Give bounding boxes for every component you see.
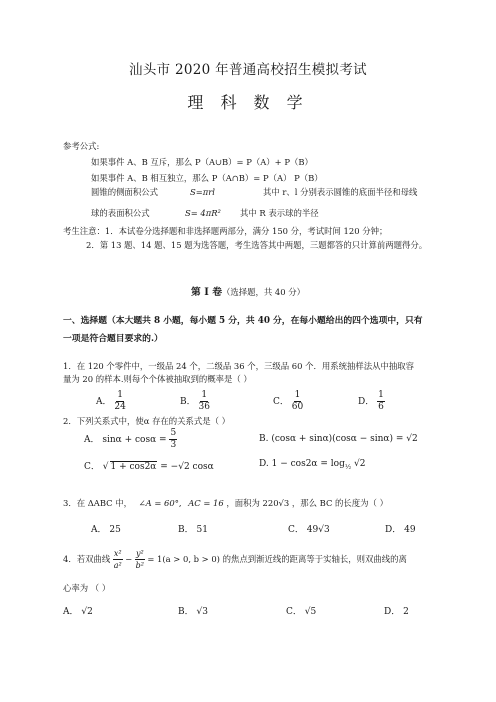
fraction-denominator: 36	[198, 402, 210, 412]
part-one-line-1: 一、选择题（本大题共 8 小题，每小题 5 分，共 40 分，在每小题给出的四个选项中，只有	[63, 316, 423, 326]
section-subtitle: （选择题，共 40 分）	[222, 287, 305, 297]
q3-side: AC = 16	[188, 498, 224, 508]
formula-cone-note: 其中 r、l 分别表示圆锥的底面半径和母线	[263, 187, 418, 197]
formula-cone: S=πrl	[190, 187, 215, 197]
fraction-numerator: x²	[113, 549, 122, 558]
fraction-denominator: a²	[113, 561, 122, 570]
q3-option-d-value: 49	[404, 525, 416, 535]
q4-option-d-label: D．	[384, 607, 401, 617]
q4-stem-b: = 1(a > 0, b > 0) 的焦点到渐近线的距离等于实轴长，则双曲线的离	[147, 554, 407, 564]
q4-option-b	[178, 604, 208, 617]
q3-option-a	[91, 522, 121, 535]
q3-stem-c: ，那么 BC 的长度为（ ）	[291, 498, 388, 508]
q1-line-2: 量为 20 的样本.则每个个体被抽取到的概率是（ ）	[63, 374, 252, 384]
q3-option-c-label: C．	[288, 525, 304, 535]
q2-option-a-fraction	[169, 428, 177, 451]
q2-option-c: C． √ 1 + cos2α = −√2 cosα	[84, 462, 214, 472]
formula-cone-label: 圆锥的侧面积公式	[91, 187, 158, 197]
q3-stem-a: 3．在 ΔABC 中，	[63, 498, 132, 508]
section-title: 第 I 卷	[191, 287, 222, 298]
exam-subtitle: 理 科 数 学	[187, 93, 309, 112]
q1-option-c-fraction	[292, 390, 303, 413]
q2-option-d-expr: 1 − cos2α = log	[271, 459, 345, 469]
fraction-numerator: 1	[117, 390, 123, 400]
q4-option-d-value: 2	[403, 607, 409, 617]
q2-option-a-expr: sinα + cosα =	[102, 435, 167, 445]
q4-option-a	[63, 604, 93, 617]
q4-stem: 4．若双曲线 $\frac{\text{x²}}{\text{a²}}$ − $\frac{\text{y²}}{\text{b²}}$ = 1(a > 0, b > 0) 的焦点到渐近线的距离等于实轴长，则双曲线的离	[63, 549, 407, 570]
fraction-numerator: y²	[135, 549, 144, 558]
q1-line-1: 1．在 120 个零件中，一级品 24 个，二级品 36 个，三级品 60 个．用系统抽样法从中抽取容	[63, 361, 414, 371]
q2-option-d	[259, 459, 366, 471]
q2-option-d-base: ½	[344, 462, 352, 471]
q1-option-d-fraction	[377, 390, 385, 413]
section-heading	[0, 284, 496, 298]
q4-stem-a: 4．若双曲线	[63, 554, 111, 564]
q2-option-c-label: C．	[84, 462, 100, 472]
fraction-denominator: 60	[291, 402, 304, 412]
fraction-numerator: 1	[378, 390, 384, 400]
formula-sphere: S= 4πR²	[185, 208, 221, 218]
q3-stem: 3．在 ΔABC 中， ∠A = 60°, AC = 16 ，面积为 220√3 ，那么 BC 的长度为（ ）	[63, 498, 388, 508]
q3-option-b	[178, 522, 208, 535]
q3-option-b-value: 51	[196, 525, 208, 535]
q1-option-c	[273, 390, 303, 413]
q3-option-c	[288, 522, 330, 535]
q1-option-d-label: D．	[358, 397, 375, 407]
q1-option-a-fraction	[114, 390, 125, 413]
q3-option-d	[385, 522, 416, 535]
notice-2: 2．第 13 题、14 题、15 题为选答题，考生选答其中两题，三题都答的只计算前两题得分。	[86, 240, 428, 250]
q1-option-b-label: B．	[180, 397, 196, 407]
q1-option-b-fraction	[199, 390, 210, 413]
q4-option-d	[384, 604, 409, 617]
q3-option-c-value: 49√3	[306, 525, 330, 535]
q2-option-d-label: D.	[259, 459, 269, 469]
q4-option-a-label: A．	[63, 607, 79, 617]
q4-y-fraction	[135, 548, 145, 571]
formula-independent: 如果事件 A、B 相互独立，那么 P（A∩B）= P（A） P（B）	[91, 173, 323, 183]
q2-option-b	[259, 434, 418, 444]
q1-option-a-label: A．	[96, 397, 112, 407]
q4-option-b-label: B．	[178, 607, 194, 617]
q2-option-d-post: √2	[354, 459, 366, 469]
q1-option-d	[358, 390, 385, 413]
q3-angle: ∠A = 60°	[138, 498, 179, 508]
q3-option-a-value: 25	[109, 525, 121, 535]
q3-option-a-label: A．	[91, 525, 107, 535]
q2-option-a	[84, 428, 177, 451]
fraction-numerator: 5	[170, 428, 177, 438]
q4-option-a-value: √2	[81, 607, 93, 617]
q3-option-b-label: B．	[178, 525, 194, 535]
formula-sphere-note: 其中 R 表示球的半径	[240, 208, 319, 218]
fraction-denominator: 6	[378, 402, 384, 412]
q1-option-a	[96, 390, 126, 413]
q2-stem: 2．下列关系式中，使α 存在的关系式是（ ）	[63, 416, 231, 426]
formula-exclusive: 如果事件 A、B 互斥，那么 P（A∪B）= P（A）+ P（B）	[91, 157, 313, 167]
q3-area: 220√3	[262, 498, 290, 508]
q2-option-a-label: A．	[84, 435, 100, 445]
fraction-denominator: 3	[170, 440, 177, 450]
q4-line-2: 心率为 （ ）	[63, 583, 111, 593]
fraction-numerator: 1	[294, 390, 301, 400]
part-one-line-2: 一项是符合题目要求的.）	[63, 334, 163, 344]
fraction-denominator: b²	[135, 561, 144, 570]
q3-option-d-label: D．	[385, 525, 402, 535]
q2-option-b-label: B.	[259, 434, 269, 444]
q4-option-c-label: C．	[286, 607, 302, 617]
exam-title: 汕头市 2020 年普通高校招生模拟考试	[129, 62, 367, 78]
fraction-denominator: 24	[114, 402, 126, 412]
q4-option-b-value: √3	[196, 607, 208, 617]
q2-option-b-expr: (cosα + sinα)(cosα − sinα) = √2	[271, 434, 418, 444]
notice-1: 考生注意：1．本试卷分选择题和非选择题两部分，满分 150 分，考试时间 120 分钟；	[63, 226, 388, 236]
q1-option-c-label: C．	[273, 397, 289, 407]
q4-x-fraction	[113, 548, 123, 571]
q1-option-b	[180, 390, 210, 413]
q3-stem-b: ，面积为	[226, 498, 260, 508]
fraction-numerator: 1	[201, 390, 208, 400]
q2-option-c-expr: = −√2 cosα	[160, 462, 214, 472]
reference-label: 参考公式:	[63, 141, 100, 151]
q4-option-c-value: √5	[304, 607, 317, 617]
formula-sphere-label: 球的表面积公式	[91, 208, 150, 218]
q4-option-c	[286, 604, 316, 617]
q2-option-c-radicand: 1 + cos2α	[110, 462, 157, 472]
